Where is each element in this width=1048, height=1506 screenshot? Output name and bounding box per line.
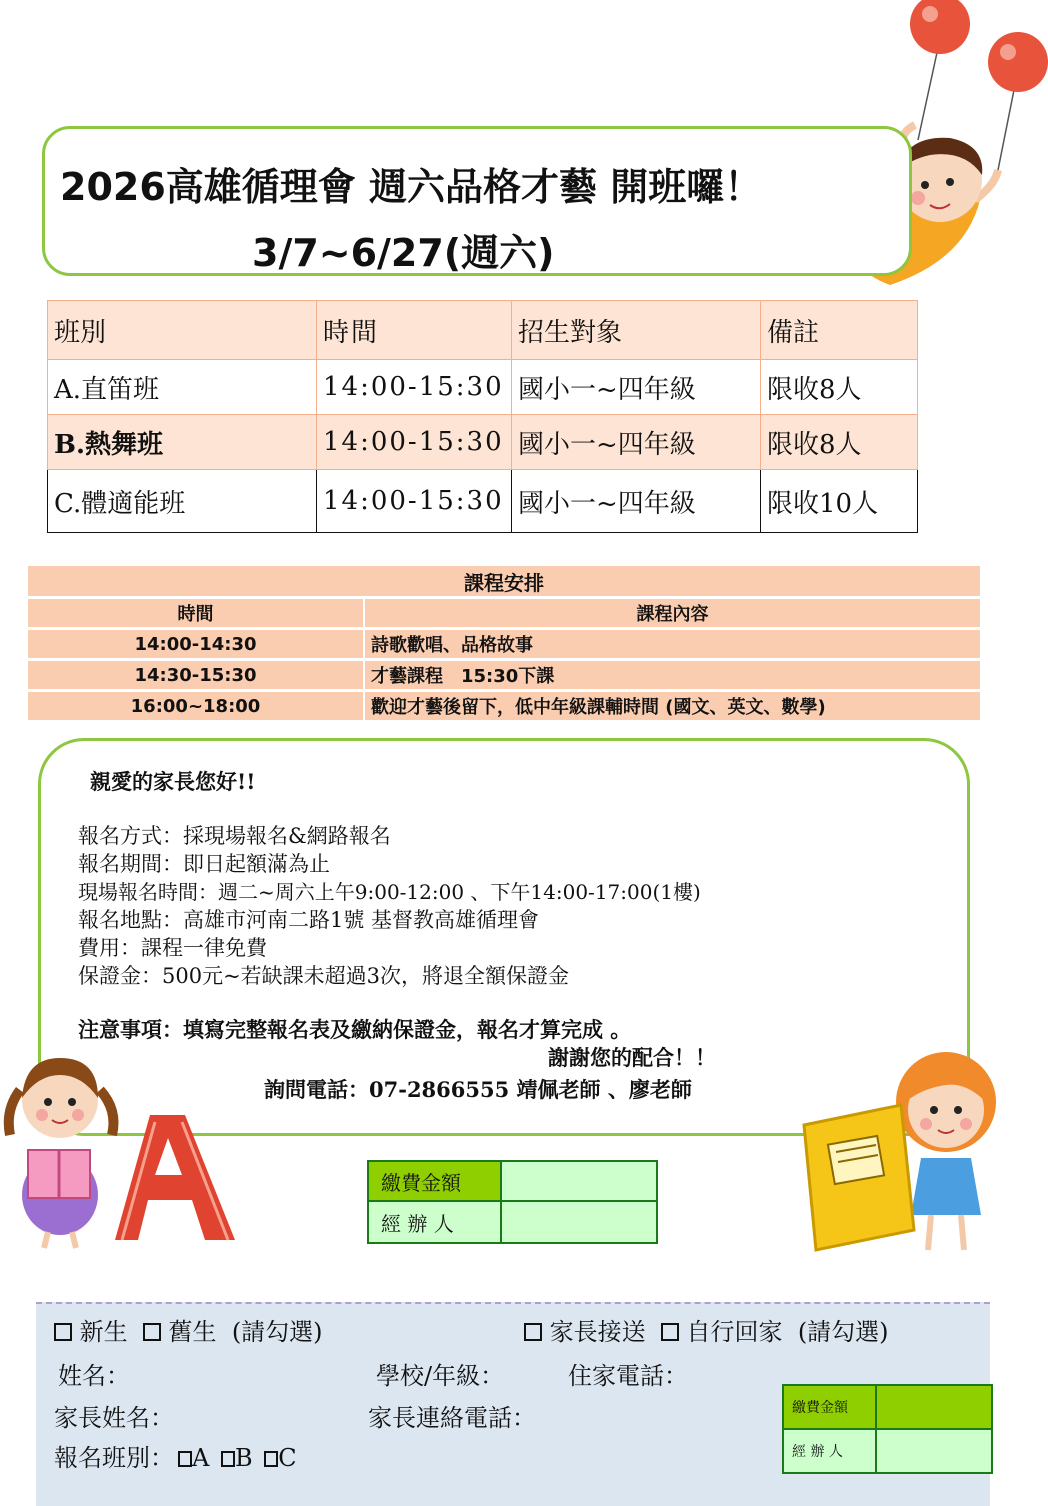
schedule-title: 課程安排 [28,566,980,596]
notice-line: 報名方式：採現場報名&網路報名 [78,824,391,848]
page-dates: 3/7~6/27(週六) [252,231,555,275]
class-b-label: B [234,1444,253,1472]
notice-thanks: 謝謝您的配合！！ [548,1045,716,1070]
handler-label: 經 辦 人 [368,1201,501,1243]
schedule-header-row [28,599,980,627]
name-label: 姓名： [58,1362,130,1390]
class-a-checkbox[interactable] [178,1451,192,1467]
table-row [48,360,918,415]
class-b-checkbox[interactable] [221,1451,235,1467]
home-phone-label: 住家電話： [568,1362,688,1390]
page-title: 2026高雄循理會 週六品格才藝 開班囉！ [60,165,763,209]
table-row [48,470,918,533]
notice-line: 保證金：500元~若缺課未超過3次，將退全額保證金 [78,964,570,988]
form-handler-value[interactable] [876,1429,992,1473]
notice-warning: 注意事項：填寫完整報名表及繳納保證金，報名才算完成 。 [78,1017,632,1042]
go-home-label: 自行回家 [686,1318,783,1346]
form-fee-table [782,1384,993,1474]
notice-line: 費用：課程一律免費 [78,936,267,960]
pickup-row [524,1312,889,1347]
schedule-header-time: 時間 [177,604,214,625]
parent-phone-label: 家長連絡電話： [368,1404,536,1432]
class-choice-label: 報名班別： [54,1444,174,1472]
fee-amount-value[interactable] [501,1161,657,1201]
notice-line: 報名地點：高雄市河南二路1號 基督教高雄循理會 [78,908,540,932]
target-cell: 國小一~四年級 [512,415,761,470]
time-cell: 14:00-15:30 [317,470,512,533]
form-fee-amount-value[interactable] [876,1385,992,1429]
notice-line: 現場報名時間：週二~周六上午9:00-12:00 、下午14:00-17:00(1樓) [78,880,701,904]
schedule-content: 歡迎才藝後留下，低中年級課輔時間 (國文、英文、數學) [371,697,826,718]
table-row [783,1429,992,1473]
old-student-checkbox[interactable] [143,1323,161,1341]
target-cell: 國小一~四年級 [512,360,761,415]
notice-greeting: 親愛的家長您好!! [90,769,256,794]
schedule-time: 14:30-15:30 [134,664,257,686]
header-cell: 備註 [761,301,918,360]
header-cell: 班別 [48,301,317,360]
girl-with-book-illustration [796,1040,1021,1258]
class-c-checkbox[interactable] [264,1451,278,1467]
notice-line: 報名期間：即日起額滿為止 [78,852,330,876]
time-cell: 14:00-15:30 [317,415,512,470]
parent-pickup-label: 家長接送 [549,1318,646,1346]
table-header-row [48,301,918,360]
schedule-row [28,630,980,658]
header-cell: 招生對象 [512,301,761,360]
time-cell: 14:00-15:30 [317,360,512,415]
notice-phone: 詢問電話：07-2866555 靖佩老師 、廖老師 [264,1077,692,1102]
schedule-row [28,692,980,720]
class-c-label: C [278,1444,297,1472]
parent-pickup-checkbox[interactable] [524,1323,542,1341]
schedule-content: 詩歌歡唱、品格故事 [371,635,533,656]
fee-table [367,1160,658,1244]
schedule-table [28,566,980,723]
table-row [368,1161,657,1201]
table-row [48,415,918,470]
schedule-time: 16:00~18:00 [130,695,261,717]
check-note: (請勾選) [797,1318,889,1346]
header-cell: 時間 [317,301,512,360]
class-table [47,300,918,533]
class-choice-row [54,1438,297,1473]
girl-with-letter-a-illustration [0,1040,245,1255]
class-name-cell: B.熱舞班 [48,415,317,470]
schedule-content: 才藝課程 15:30下課 [371,666,555,687]
parent-name-label: 家長姓名： [54,1404,174,1432]
schedule-time: 14:00-14:30 [134,633,257,655]
handler-value[interactable] [501,1201,657,1243]
note-cell: 限收8人 [761,360,918,415]
note-cell: 限收8人 [761,415,918,470]
class-name-cell: A.直笛班 [48,360,317,415]
student-type-row [54,1312,323,1347]
check-note: (請勾選) [231,1318,323,1346]
table-row [783,1385,992,1429]
new-student-checkbox[interactable] [54,1323,72,1341]
schedule-header-content: 課程內容 [636,604,709,625]
new-student-label: 新生 [79,1318,128,1346]
school-grade-label: 學校/年級： [376,1362,505,1390]
target-cell: 國小一~四年級 [512,470,761,533]
form-handler-label: 經 辦 人 [783,1429,876,1473]
old-student-label: 舊生 [168,1318,217,1346]
table-row [368,1201,657,1243]
schedule-row [28,661,980,689]
class-name-cell: C.體適能班 [48,470,317,533]
go-home-checkbox[interactable] [661,1323,679,1341]
note-cell: 限收10人 [761,470,918,533]
class-a-label: A [192,1444,210,1472]
fee-amount-label: 繳費金額 [368,1161,501,1201]
form-fee-amount-label: 繳費金額 [783,1385,876,1429]
